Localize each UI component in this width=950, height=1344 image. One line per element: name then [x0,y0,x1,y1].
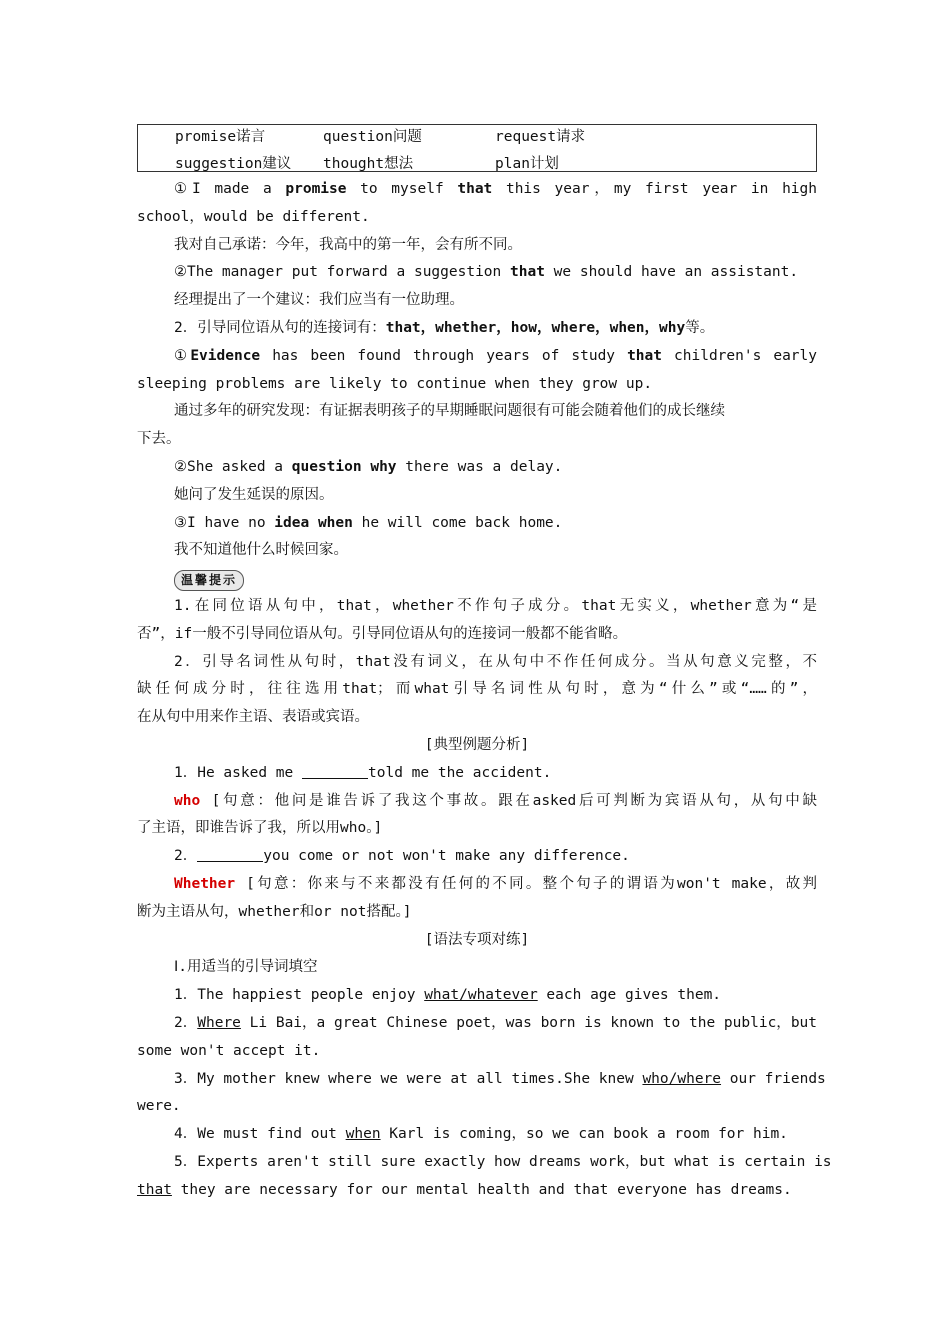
translation-line: 下去。 [137,431,181,448]
table-cell: plan计划 [495,156,559,172]
tip-badge: 温馨提示 [174,570,244,591]
document-page [137,124,832,1204]
example-line: ③I have no idea when he will come back home. [174,514,563,531]
section-heading: [典型例题分析] [424,736,530,753]
practice-line: 3．My mother knew where we were at all times.She knew who/where our friends [174,1070,826,1087]
translation-line: 我不知道他什么时候回家。 [174,542,348,559]
example-line: ①Evidence has been found through years of study that children's early [174,347,818,364]
part-heading: Ⅰ.用适当的引导词填空 [174,959,318,976]
practice-line: 2．Where Li Bai，a great Chinese poet，was born is known to the public，but [174,1014,818,1031]
answer-line: who [句意：他问是谁告诉了我这个事故。跟在asked后可判断为宾语从句，从句中缺 [174,792,817,809]
practice-line: some won't accept it. [137,1042,321,1059]
translation-line: 我对自己承诺：今年，我高中的第一年，会有所不同。 [174,236,522,253]
table-cell: question问题 [323,129,422,145]
example-line: ②The manager put forward a suggestion that we should have an assistant. [174,264,799,281]
practice-line: 4．We must find out when Karl is coming，so we can book a room for him. [174,1126,788,1143]
question-line: 1．He asked me told me the accident. [174,764,552,781]
grammar-point: 2．引导同位语从句的连接词有：that，whether，how，where，when，why等。 [174,319,715,336]
tip-line: 否”，if一般不引导同位语从句。引导同位语从句的连接词一般都不能省略。 [137,625,628,642]
answer-line: 断为主语从句，whether和or not搭配。] [137,903,412,920]
tip-line: 1.在同位语从句中，that，whether不作句子成分。that无实义，whether意为“是 [174,597,817,614]
example-line: ①I made a promise to myself that this year，my first year in high [174,181,817,197]
tip-header [137,565,817,593]
answer-line: Whether [句意：你来与不来都没有任何的不同。整个句子的谓语为won't make，故判 [174,875,817,892]
practice-line: 1．The happiest people enjoy what/whatever each age gives them. [174,987,722,1004]
translation-line: 通过多年的研究发现：有证据表明孩子的早期睡眠问题很有可能会随着他们的成长继续 [174,403,725,420]
answer-blank [302,764,368,779]
answer-line: 了主语，即谁告诉了我，所以用who。] [137,820,383,837]
section-heading: [语法专项对练] [424,931,530,948]
example-line: sleeping problems are likely to continue when they grow up. [137,375,653,392]
practice-line: 5．Experts aren't still sure exactly how dreams work，but what is certain is [174,1153,832,1170]
example-line: ②She asked a question why there was a delay. [174,458,563,475]
table-cell: suggestion建议 [175,156,292,172]
practice-line: were. [137,1098,181,1115]
translation-line: 她问了发生延误的原因。 [174,486,334,503]
translation-line: 经理提出了一个建议：我们应当有一位助理。 [174,292,464,309]
table-cell: request请求 [495,129,586,145]
answer-blank [197,847,263,862]
tip-line: 2．引导名词性从句时，that没有词义，在从句中不作任何成分。当从句意义完整，不 [174,653,817,670]
tip-line: 在从句中用来作主语、表语或宾语。 [137,709,369,726]
tip-line: 缺任何成分时，往往选用that；而what引导名词性从句时，意为“什么”或“……的”， [137,681,817,698]
practice-line: that they are necessary for our mental health and that everyone has dreams. [137,1181,792,1198]
example-line: school，would be different. [137,208,370,225]
noun-table [137,124,817,172]
table-cell: thought想法 [323,156,414,172]
question-line: 2． you come or not won't make any difference. [174,848,630,865]
table-cell: promise诺言 [175,129,266,145]
